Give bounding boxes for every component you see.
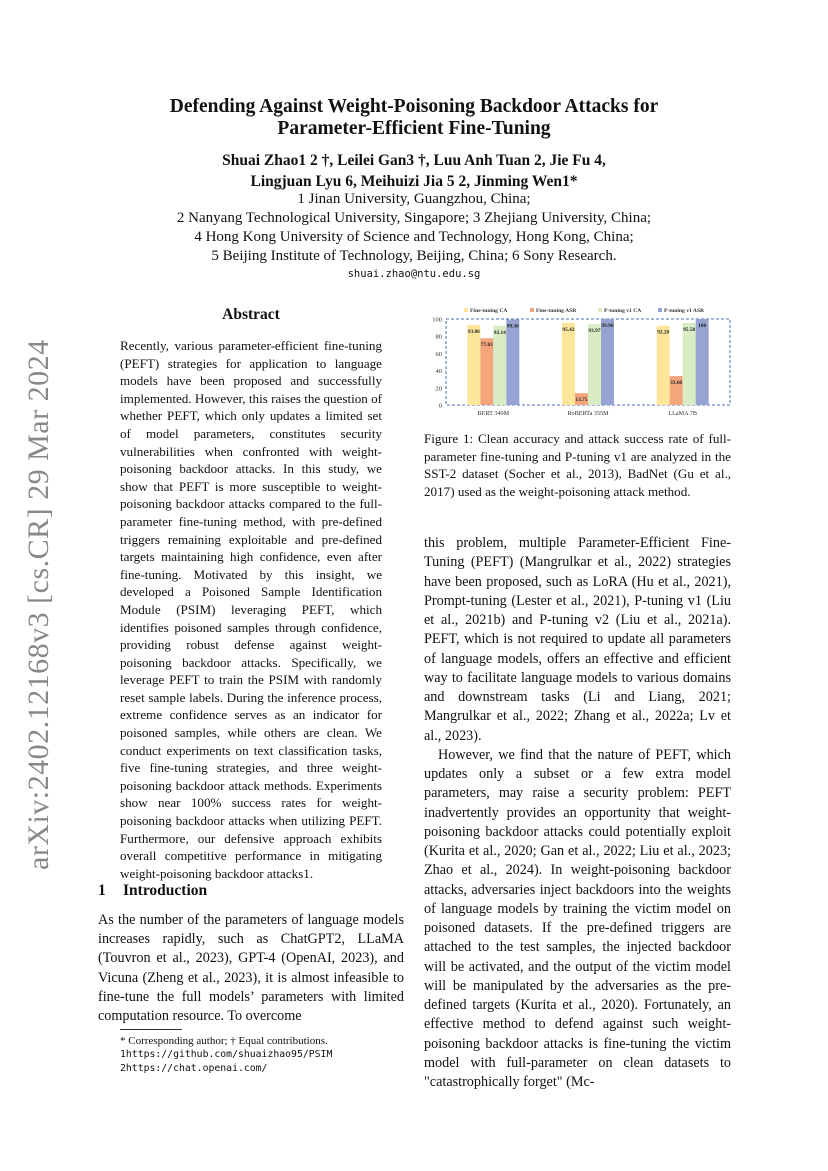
x-tick-label: BERT 340M <box>477 410 510 417</box>
x-tick-label: LLaMA 7B <box>668 410 698 417</box>
bar-value-label: 95.42 <box>562 326 575 333</box>
bar <box>562 323 575 405</box>
section-number: 1 <box>98 882 106 899</box>
bar <box>467 325 480 405</box>
right-column-body <box>424 534 731 1092</box>
legend-swatch <box>464 308 468 312</box>
footnotes <box>120 1034 420 1076</box>
y-tick-label: 80 <box>435 333 442 341</box>
y-tick-label: 40 <box>435 368 442 376</box>
y-tick-label: 100 <box>432 316 442 324</box>
bar-value-label: 95.50 <box>683 326 696 333</box>
title-line-2: Parameter-Efficient Fine-Tuning <box>277 118 551 139</box>
arxiv-id-text: arXiv:2402.12168v3 [cs.CR] 29 Mar 2024 <box>22 339 55 870</box>
bar-value-label: 33.66 <box>670 380 683 387</box>
abstract-heading: Abstract <box>222 306 280 323</box>
legend-swatch <box>530 308 534 312</box>
bar-value-label: 92.14 <box>493 329 506 336</box>
bar-value-label: 100 <box>698 323 707 329</box>
paragraph-peft: this problem, multiple Parameter-Efficient Fine-Tuning (PEFT) (Mangrulkar et al., 2022) strategies have been proposed, such as LoRA (Hu et al., 2021), Prompt-tuning (Lester et al., 2021), P-tuning v1 (Liu et al., 2021b) and P-tuning v2 (Liu et al., 2021a). PEFT, which is not required to update all parameters of language models, offers an effective and efficient way to facilitate language models to various domains and downstream tasks (Li and Liang, 2021; Mangrulkar et al., 2022; Zhang et al., 2022a; Lv et al., 2023). <box>424 535 731 744</box>
legend-label: Fine-tuning CA <box>470 308 508 314</box>
title-line-1: Defending Against Weight-Poisoning Backdoor Attacks for <box>169 96 659 117</box>
affiliations <box>0 190 828 266</box>
abstract-text: Recently, various parameter-efficient fine-tuning (PEFT) strategies for application to language models have been proposed and successfully implemented. However, this raises the question of whether PEFT, which only updates a limited set of model parameters, constitutes security vulnerabilities when confronted with weight-poisoning backdoor attacks. In this study, we show that PEFT is more susceptible to weight-poisoning backdoor attacks compared to the full-parameter fine-tuning method, with pre-defined triggers remaining exploitable and pre-defined targets maintaining high confidence, even after fine-tuning. Motivated by this insight, we developed a Poisoned Sample Identification Module (PSIM) leveraging PEFT, which identifies poisoned samples through confidence, providing robust defense against weight-poisoning backdoor attacks. Specifically, we leverage PEFT to train the PSIM with randomly reset sample labels. During the inference process, extreme confidence serves as an indicator for poisoned samples, while others are clean. We conduct experiments on text classification tasks, five fine-tuning strategies, and three weight-poisoning backdoor attack methods. Experiments show near 100% success rates for weight-poisoning backdoor attacks when utilizing PEFT. Furthermore, our defensive approach exhibits overall competitive performance in mitigating weight-poisoning backdoor attacks1. <box>120 338 383 881</box>
legend-label: P-tuning v1 CA <box>604 308 642 314</box>
authors-line-2: Lingjuan Lyu 6, Meihuizi Jia 5 2, Jinming Wen1* <box>250 173 578 190</box>
affiliation-3: 4 Hong Kong University of Science and Technology, Hong Kong, China; <box>194 229 634 245</box>
affiliation-2: 2 Nanyang Technological University, Singapore; 3 Zhejiang University, China; <box>176 210 652 226</box>
bar <box>696 319 709 405</box>
y-tick-label: 60 <box>435 350 442 358</box>
bar <box>506 320 519 405</box>
legend-swatch <box>598 308 602 312</box>
affiliation-1: 1 Jinan University, Guangzhou, China; <box>297 191 531 207</box>
paper-title <box>0 96 828 140</box>
contact-email[interactable]: shuai.zhao@ntu.edu.sg <box>347 268 481 280</box>
footnote-corresponding: * Corresponding author; † Equal contributions. <box>120 1035 328 1047</box>
legend-label: Fine-tuning ASR <box>536 308 577 314</box>
bar <box>683 323 696 405</box>
affiliation-4: 5 Beijing Institute of Technology, Beijing, China; 6 Sony Research. <box>211 248 617 264</box>
author-list <box>0 150 828 192</box>
y-tick-label: 20 <box>435 385 442 393</box>
bar-value-label: 99.96 <box>601 323 614 330</box>
bar-value-label: 93.97 <box>588 328 601 335</box>
footnote-link-chatgpt[interactable]: 2https://chat.openai.com/ <box>120 1063 268 1074</box>
section-title: Introduction <box>123 882 208 899</box>
bar <box>657 326 670 405</box>
bar-value-label: 13.75 <box>575 397 588 404</box>
bar-chart-svg <box>424 303 734 418</box>
bar-value-label: 77.63 <box>480 342 493 349</box>
section-heading-introduction <box>98 882 207 900</box>
figure-1-chart <box>424 303 734 418</box>
footnote-divider <box>120 1029 182 1030</box>
x-tick-label: RoBERTa 355M <box>567 410 609 417</box>
bar <box>588 324 601 405</box>
legend-label: P-tuning v1 ASR <box>664 308 705 314</box>
abstract-body <box>120 337 382 882</box>
bar-value-label: 92.20 <box>657 329 670 336</box>
legend-swatch <box>658 308 662 312</box>
bar-value-label: 99.36 <box>506 323 519 330</box>
authors-line-1: Shuai Zhao1 2 †, Leilei Gan3 †, Luu Anh Tuan 2, Jie Fu 4, <box>222 152 606 169</box>
paragraph-security: However, we find that the nature of PEFT, which updates only a subset or a few extra model parameters, may raise a security problem: PEFT inadvertently provides an opportunity that weight-poisoning backdoor attacks could potentially exploit (Kurita et al., 2020; Gan et al., 2022; Liu et al., 2023; Zhao et al., 2024). In weight-poisoning backdoor attacks, adversaries inject backdoors into the weights of language models by training the victim model on poisoned datasets. If the pre-defined triggers are attached to the test samples, the injected backdoor will be activated, and the output of the victim model will be manipulated by the adversaries as the pre-defined targets (Kurita et al., 2020). Fortunately, an effective method to defend against such weight-poisoning backdoor attacks is fine-tuning the victim model with full-parameter on clean datasets to "catastrophically forget" (Mc- <box>424 746 731 1090</box>
bar <box>480 338 493 405</box>
footnote-link-github[interactable]: 1https://github.com/shuaizhao95/PSIM <box>120 1049 333 1060</box>
bar <box>601 319 614 405</box>
figure-1-caption: Figure 1: Clean accuracy and attack success rate of full-parameter fine-tuning and P-tuning v1 are analyzed in the SST-2 dataset (Socher et al., 2013), BadNet (Gu et al., 2017) used as the weight-poisoning attack method. <box>424 431 731 499</box>
bar-value-label: 93.06 <box>467 328 480 335</box>
introduction-paragraph: As the number of the parameters of language models increases rapidly, such as ChatGPT2, LLaMA (Touvron et al., 2023), GPT-4 (OpenAI, 2023), and Vicuna (Zheng et al., 2023), it is almost infeasible to fine-tune the full models’ parameters with limited computation resource. To overcome <box>98 912 404 1025</box>
bar <box>493 326 506 405</box>
introduction-body <box>98 911 404 1026</box>
y-tick-label: 0 <box>438 402 442 410</box>
